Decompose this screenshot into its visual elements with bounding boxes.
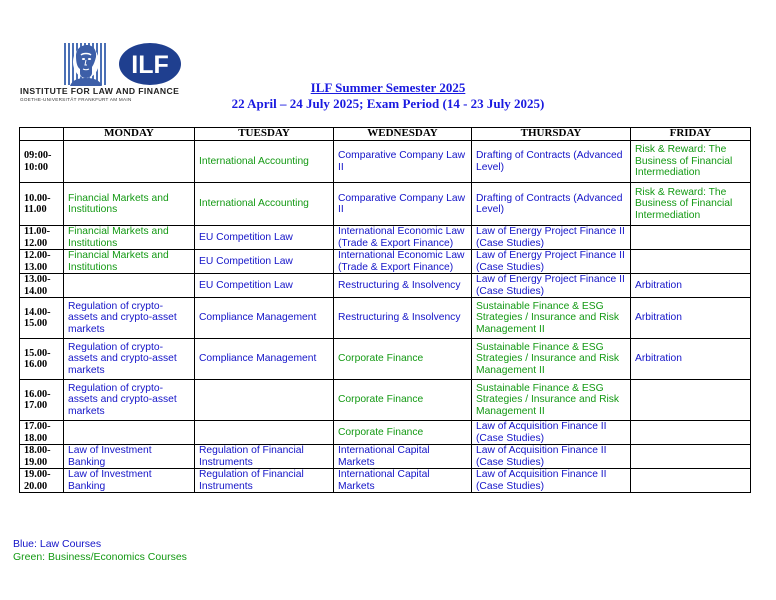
time-slot-cell [20, 469, 64, 493]
course-cell-wednesday [334, 298, 472, 339]
institute-name: INSTITUTE FOR LAW AND FINANCE [20, 86, 180, 96]
course-name: Drafting of Contracts (Advanced Level) [476, 150, 623, 173]
course-cell-wednesday [334, 469, 472, 493]
time-slot-line: 13.00- [24, 274, 51, 285]
course-cell-thursday [472, 250, 631, 274]
table-row [20, 421, 751, 445]
time-slot-line: 11.00 [24, 204, 47, 215]
course-name: Restructuring & Insolvency [338, 312, 461, 324]
time-slot-line: 15.00- [24, 347, 51, 359]
course-cell-tuesday [195, 445, 334, 469]
page-title: ILF Summer Semester 2025 [310, 80, 466, 95]
course-cell-tuesday [195, 226, 334, 250]
course-name: Sustainable Finance & ESG Strategies / Insurance and Risk Management II [476, 341, 620, 376]
course-cell-thursday [472, 469, 631, 493]
course-name: International Accounting [199, 198, 309, 210]
course-cell-friday [631, 183, 751, 226]
course-cell-thursday [472, 298, 631, 339]
course-name: Comparative Company Law II [338, 192, 466, 215]
time-slot-cell [20, 421, 64, 445]
course-name: Comparative Company Law II [338, 150, 466, 173]
course-name: EU Competition Law [199, 231, 293, 243]
course-name: Law of Energy Project Finance II (Case Studies) [476, 274, 625, 297]
time-slot-line: 17.00 [24, 400, 48, 411]
course-cell-monday [64, 250, 195, 274]
course-cell-monday [64, 380, 195, 421]
legend-law: Blue: Law Courses [13, 538, 102, 550]
time-slot-cell [20, 339, 64, 380]
ilf-logo [20, 42, 190, 104]
course-name: Corporate Finance [338, 353, 424, 365]
course-cell-friday [631, 339, 751, 380]
course-cell-thursday [472, 339, 631, 380]
course-cell-monday [64, 339, 195, 380]
time-slot-line: 16.00- [24, 388, 51, 400]
time-slot-line: 10:00 [24, 161, 49, 173]
time-slot-line: 12.00 [24, 237, 48, 249]
course-cell-monday [64, 226, 195, 250]
course-cell-wednesday [334, 250, 472, 274]
day-header-friday: FRIDAY [631, 128, 751, 141]
course-cell-friday [631, 298, 751, 339]
course-cell-friday [631, 380, 751, 421]
course-cell-tuesday [195, 250, 334, 274]
time-slot-line: 18.00- [24, 445, 51, 456]
time-slot-cell [20, 298, 64, 339]
course-cell-friday [631, 445, 751, 469]
course-cell-tuesday [195, 274, 334, 298]
table-row [20, 380, 751, 421]
course-cell-thursday [472, 445, 631, 469]
table-row [20, 250, 751, 274]
course-name: Financial Markets and Institutions [68, 250, 169, 273]
course-cell-monday [64, 421, 195, 445]
table-row [20, 469, 751, 493]
table-row [20, 226, 751, 250]
course-cell-tuesday [195, 183, 334, 226]
course-cell-wednesday [334, 339, 472, 380]
time-slot-line: 14.00 [24, 285, 48, 297]
schedule-table [19, 127, 751, 493]
table-row [20, 298, 751, 339]
course-cell-tuesday [195, 380, 334, 421]
course-name: Regulation of Financial Instruments [199, 469, 304, 492]
course-name: Arbitration [635, 353, 682, 365]
course-name: Law of Investment Banking [68, 445, 152, 468]
time-slot-line: 12.00- [24, 250, 51, 261]
course-cell-friday [631, 274, 751, 298]
course-name: Restructuring & Insolvency [338, 279, 461, 291]
course-name: Regulation of crypto-assets and crypto-asset markets [68, 300, 177, 335]
course-name: Law of Acquisition Finance II (Case Studies) [476, 445, 607, 468]
table-row [20, 141, 751, 183]
corner-cell [20, 128, 64, 141]
course-name: International Capital Markets [338, 445, 430, 468]
course-name: EU Competition Law [199, 255, 293, 267]
time-slot-cell [20, 183, 64, 226]
course-name: Sustainable Finance & ESG Strategies / Insurance and Risk Management II [476, 382, 620, 417]
time-slot-line: 11.00- [24, 226, 51, 237]
course-name: Arbitration [635, 312, 682, 324]
legend-business: Green: Business/Economics Courses [13, 550, 187, 563]
course-cell-friday [631, 421, 751, 445]
course-cell-monday [64, 298, 195, 339]
course-cell-monday [64, 183, 195, 226]
time-slot-line: 17.00- [24, 421, 51, 432]
schedule-body [20, 141, 751, 493]
course-name: Financial Markets and Institutions [68, 192, 169, 215]
course-cell-tuesday [195, 421, 334, 445]
course-cell-tuesday [195, 141, 334, 183]
course-name: Risk & Reward: The Business of Financial Intermediation [635, 144, 733, 179]
course-name: Compliance Management [199, 312, 317, 324]
time-slot-line: 14.00- [24, 306, 51, 318]
time-slot-cell [20, 226, 64, 250]
course-cell-thursday [472, 141, 631, 183]
course-cell-monday [64, 445, 195, 469]
table-row [20, 339, 751, 380]
day-header-tuesday: TUESDAY [195, 128, 334, 141]
day-header-wednesday: WEDNESDAY [334, 128, 472, 141]
page-subtitle: 22 April – 24 July 2025; Exam Period (14 - 23 July 2025) [231, 95, 545, 111]
time-slot-line: 18.00 [24, 432, 48, 444]
course-cell-friday [631, 141, 751, 183]
course-cell-tuesday [195, 298, 334, 339]
course-name: Regulation of crypto-assets and crypto-asset markets [68, 341, 177, 376]
course-cell-friday [631, 226, 751, 250]
time-slot-line: 10.00- [24, 192, 51, 204]
ilf-logo-mark [64, 42, 182, 86]
course-name: Drafting of Contracts (Advanced Level) [476, 192, 623, 215]
time-slot-cell [20, 250, 64, 274]
university-name: GOETHE-UNIVERSITÄT FRANKFURT AM MAIN [20, 97, 132, 102]
course-cell-wednesday [334, 380, 472, 421]
course-name: International Capital Markets [338, 469, 430, 492]
time-slot-cell [20, 380, 64, 421]
course-cell-tuesday [195, 469, 334, 493]
table-row [20, 445, 751, 469]
course-name: Financial Markets and Institutions [68, 226, 169, 249]
time-slot-line: 15.00 [24, 318, 48, 329]
course-name: International Economic Law (Trade & Export Finance) [338, 250, 465, 273]
course-cell-monday [64, 469, 195, 493]
time-slot-line: 19.00- [24, 469, 51, 480]
course-name: Arbitration [635, 279, 682, 291]
day-header-monday: MONDAY [64, 128, 195, 141]
course-name: Sustainable Finance & ESG Strategies / Insurance and Risk Management II [476, 300, 620, 335]
legend [13, 538, 187, 563]
course-cell-thursday [472, 183, 631, 226]
course-name: International Accounting [199, 155, 309, 167]
course-cell-wednesday [334, 445, 472, 469]
page-title-block [200, 80, 576, 111]
time-slot-cell [20, 445, 64, 469]
course-cell-wednesday [334, 183, 472, 226]
time-slot-line: 19.00 [24, 456, 48, 468]
table-row [20, 274, 751, 298]
course-name: Corporate Finance [338, 394, 424, 406]
course-name: Regulation of crypto-assets and crypto-asset markets [68, 382, 177, 417]
course-cell-thursday [472, 380, 631, 421]
course-name: International Economic Law (Trade & Export Finance) [338, 226, 465, 249]
course-name: Risk & Reward: The Business of Financial Intermediation [635, 186, 733, 221]
course-cell-thursday [472, 226, 631, 250]
header-row [20, 128, 751, 141]
course-name: EU Competition Law [199, 279, 293, 291]
svg-text:ILF: ILF [131, 51, 169, 79]
course-cell-wednesday [334, 141, 472, 183]
time-slot-cell [20, 274, 64, 298]
course-cell-wednesday [334, 421, 472, 445]
course-name: Compliance Management [199, 353, 317, 365]
course-name: Law of Investment Banking [68, 469, 152, 492]
course-cell-friday [631, 469, 751, 493]
time-slot-line: 13.00 [24, 261, 48, 273]
course-cell-wednesday [334, 274, 472, 298]
course-cell-monday [64, 141, 195, 183]
course-cell-thursday [472, 274, 631, 298]
time-slot-line: 16.00 [24, 359, 48, 370]
table-row [20, 183, 751, 226]
course-name: Law of Energy Project Finance II (Case Studies) [476, 250, 625, 273]
course-cell-monday [64, 274, 195, 298]
course-name: Law of Acquisition Finance II (Case Studies) [476, 469, 607, 492]
time-slot-cell [20, 141, 64, 183]
time-slot-line: 20.00 [24, 480, 48, 492]
time-slot-line: 09:00- [24, 150, 52, 161]
course-cell-wednesday [334, 226, 472, 250]
course-name: Law of Energy Project Finance II (Case Studies) [476, 226, 625, 249]
course-name: Law of Acquisition Finance II (Case Studies) [476, 421, 607, 444]
course-cell-thursday [472, 421, 631, 445]
course-name: Corporate Finance [338, 426, 424, 438]
course-name: Regulation of Financial Instruments [199, 445, 304, 468]
day-header-thursday: THURSDAY [472, 128, 631, 141]
course-cell-friday [631, 250, 751, 274]
course-cell-tuesday [195, 339, 334, 380]
